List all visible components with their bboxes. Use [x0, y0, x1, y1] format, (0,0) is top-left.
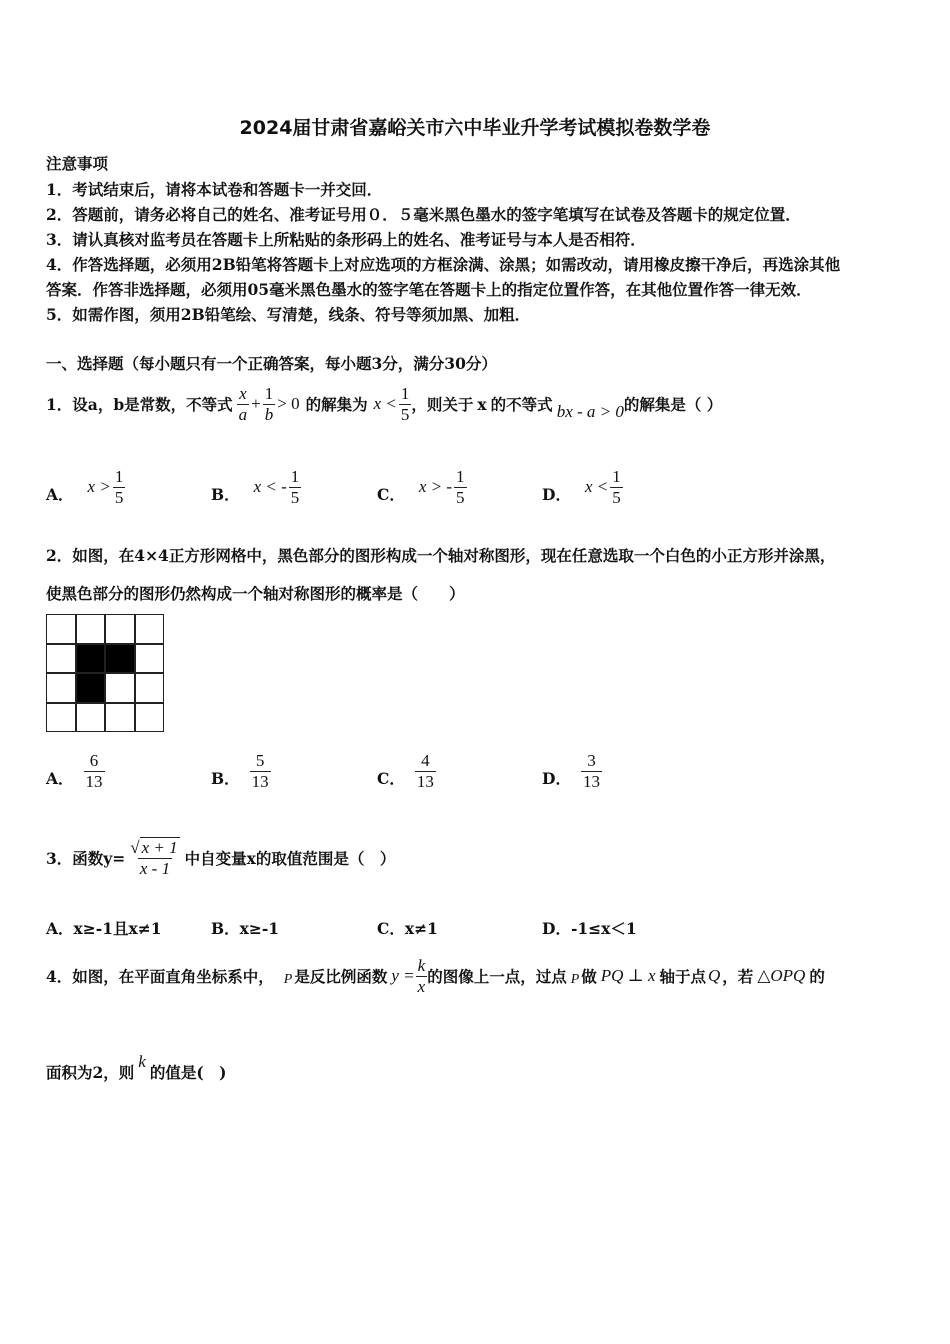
option-label: C． — [377, 769, 405, 788]
grid-cell-white — [135, 703, 165, 733]
option-fraction — [454, 467, 467, 507]
grid-figure — [46, 614, 164, 732]
notice-heading: 注意事项 — [46, 154, 109, 173]
frac-den: 13 — [416, 771, 434, 791]
option-fraction — [289, 467, 302, 507]
q1-option-a[interactable] — [46, 462, 125, 512]
q2-option-b[interactable] — [211, 746, 271, 796]
notice-item-4-cont: 答案．作答非选择题，必须用05毫米黑色墨水的签字笔在答题卡上的指定位置作答，在其他位置作答一律无效． — [46, 280, 812, 299]
frac-num: 6 — [89, 750, 99, 770]
grid-cell-white — [135, 614, 165, 644]
q1-fraction-x-over-a — [237, 384, 250, 424]
q4-text-4: 做 — [581, 967, 597, 986]
option-lhs: x < - — [253, 477, 287, 496]
option-label: D． — [542, 485, 571, 504]
q1-text-2: 的解集为 — [305, 395, 368, 414]
q3-text-1: 3．函数y= — [46, 849, 126, 868]
question-3 — [46, 832, 395, 884]
question-4-line-2 — [46, 1048, 227, 1088]
q1-solution-lhs: x < — [373, 394, 397, 413]
grid-cell-black — [76, 644, 106, 674]
sqrt-radicand: x + 1 — [141, 838, 178, 858]
q1-text-1: 1．设a，b是常数，不等式 — [46, 395, 233, 414]
option-lhs: x < — [584, 477, 609, 496]
frac-num — [128, 837, 181, 858]
q4-text-7: 的 — [809, 967, 825, 986]
q2-option-c[interactable] — [377, 746, 436, 796]
q1-text-3: ，则关于 — [411, 395, 474, 414]
q4-func-lhs: y = — [391, 966, 415, 985]
q3-text-2: 中自变量x的取值范围是（ ） — [184, 849, 396, 868]
q4-k-var: k — [138, 1052, 146, 1071]
q3-option-a[interactable]: A．x≥-1且x≠1 — [46, 919, 162, 938]
q4-text-1: 4．如图，在平面直角坐标系中， — [46, 967, 274, 986]
frac-num: 1 — [400, 383, 410, 403]
q4-text-9: 的值是( ) — [149, 1063, 227, 1082]
option-label: B． — [211, 769, 240, 788]
grid-cell-white — [135, 673, 165, 703]
notice-item-3: 3．请认真核对监考员在答题卡上所粘贴的条形码上的姓名、准考证号与本人是否相符． — [46, 230, 646, 249]
grid-cell-white — [105, 614, 135, 644]
question-2-line-2: 使黑色部分的图形仍然构成一个轴对称图形的概率是（ ） — [46, 584, 465, 603]
sqrt-sign-icon: √ — [130, 838, 140, 858]
q1-x-var: x — [477, 394, 487, 414]
q4-point-q: Q — [708, 966, 721, 985]
frac-num: 1 — [264, 383, 274, 403]
notice-item-5: 5．如需作图，须用2B铅笔绘、写清楚，线条、符号等须加黑、加粗． — [46, 305, 531, 324]
q4-point-p: P — [283, 972, 293, 987]
grid-cell-white — [105, 673, 135, 703]
frac-den: x — [417, 976, 426, 996]
question-1 — [46, 382, 722, 426]
frac-num: 4 — [421, 750, 430, 770]
q4-text-6: ，若 — [722, 967, 754, 986]
frac-den: a — [238, 404, 248, 424]
grid-cell-white — [76, 703, 106, 733]
q3-option-c[interactable]: C．x≠1 — [377, 919, 438, 938]
q1-option-c[interactable] — [377, 462, 467, 512]
frac-num: 1 — [612, 466, 621, 486]
option-label: A． — [46, 769, 74, 788]
notice-item-2: 2．答题前，请务必将自己的姓名、准考证号用０．５毫米黑色墨水的签字笔填写在试卷及答题卡的规定位置． — [46, 205, 801, 224]
frac-num: x — [239, 383, 247, 403]
option-fraction — [113, 467, 126, 507]
gt-zero: > 0 — [277, 394, 300, 413]
grid-cell-white — [105, 703, 135, 733]
q3-function-fraction — [128, 837, 181, 878]
option-fraction — [415, 751, 436, 791]
grid-cell-white — [46, 703, 76, 733]
option-label: D． — [542, 769, 571, 788]
q1-solution-fraction — [399, 384, 412, 424]
frac-den: 5 — [290, 487, 300, 507]
page-title: 2024届甘肃省嘉峪关市六中毕业升学考试模拟卷数学卷 — [239, 117, 711, 139]
grid-cell-white — [135, 644, 165, 674]
q1-text-4: 的不等式 — [490, 395, 553, 414]
frac-num: k — [417, 955, 426, 975]
grid-cell-white — [76, 614, 106, 644]
grid-cell-white — [46, 614, 76, 644]
option-label: A． — [46, 485, 74, 504]
option-lhs: x > — [87, 477, 111, 496]
option-fraction — [250, 751, 271, 791]
frac-den: 5 — [400, 404, 410, 424]
frac-num: 1 — [114, 466, 124, 486]
frac-den: 5 — [114, 487, 124, 507]
frac-den: 13 — [582, 771, 600, 791]
option-fraction — [610, 467, 623, 507]
question-2-line-1: 2．如图，在4×4正方形网格中，黑色部分的图形构成一个轴对称图形，现在任意选取一个白色的小正方形并涂黑， — [46, 546, 836, 565]
q4-text-5: 轴于点 — [659, 967, 707, 986]
frac-num: 3 — [587, 750, 596, 770]
q3-option-b[interactable]: B．x≥-1 — [211, 919, 280, 938]
q4-point-p-2: P — [570, 972, 580, 987]
option-label: C． — [377, 485, 405, 504]
section-heading: 一、选择题（每小题只有一个正确答案，每小题3分，满分30分） — [46, 354, 497, 373]
frac-den: 13 — [251, 771, 269, 791]
frac-den: x - 1 — [139, 859, 171, 878]
q1-inequality: bx - a > 0 — [556, 402, 624, 421]
grid-cell-white — [46, 644, 76, 674]
grid-cell-black — [105, 644, 135, 674]
option-fraction — [84, 751, 105, 791]
question-4-line-1 — [46, 950, 825, 1002]
frac-num: 1 — [456, 466, 465, 486]
option-lhs: x > - — [418, 477, 453, 496]
q4-text-8: 面积为2，则 — [46, 1063, 135, 1082]
q1-option-b[interactable] — [211, 462, 301, 512]
grid-cell-white — [46, 673, 76, 703]
option-label: B． — [211, 485, 240, 504]
q3-option-d[interactable]: D．-1≤x＜1 — [542, 919, 637, 938]
q1-fraction-1-over-b — [263, 384, 276, 424]
grid-cell-black — [76, 673, 106, 703]
q4-text-2: 是反比例函数 — [294, 967, 388, 986]
q2-option-d[interactable] — [542, 746, 602, 796]
frac-den: b — [264, 404, 274, 424]
notice-item-4: 4．作答选择题，必须用2B铅笔将答题卡上对应选项的方框涂满、涂黑；如需改动，请用橡皮擦干净后，再选涂其他 — [46, 255, 841, 274]
plus-sign: + — [251, 394, 261, 413]
q2-option-a[interactable] — [46, 746, 105, 796]
frac-num: 5 — [255, 750, 265, 770]
frac-num: 1 — [290, 466, 300, 486]
q4-perpendicular: PQ ⊥ x — [600, 966, 656, 985]
notice-item-1: 1．考试结束后，请将本试卷和答题卡一并交回． — [46, 180, 383, 199]
frac-den: 5 — [612, 487, 621, 507]
option-fraction — [581, 751, 602, 791]
q4-triangle: △OPQ — [757, 966, 806, 985]
q1-text-5: 的解集是（ ） — [623, 395, 723, 414]
frac-den: 5 — [456, 487, 465, 507]
frac-den: 13 — [85, 771, 103, 791]
q4-func-fraction — [416, 956, 428, 996]
q1-option-d[interactable] — [542, 462, 623, 512]
q4-text-3: 的图像上一点，过点 — [427, 967, 567, 986]
